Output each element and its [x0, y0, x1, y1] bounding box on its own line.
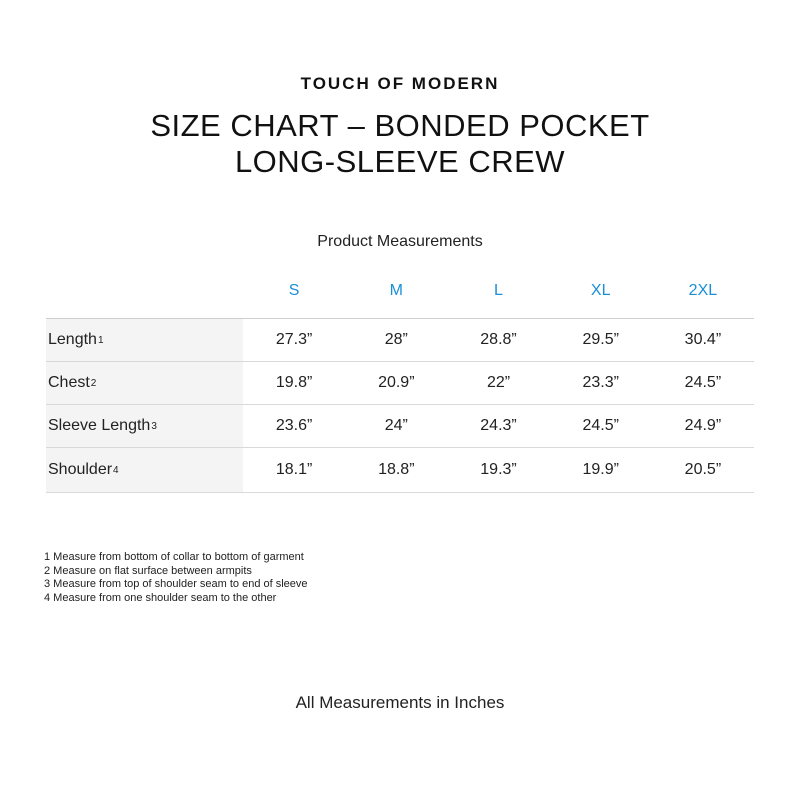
- units-note: All Measurements in Inches: [295, 693, 505, 712]
- row-label-chest: [46, 362, 243, 404]
- value-cell: 20.9”: [378, 374, 415, 391]
- value-cell: 19.8”: [275, 374, 313, 391]
- value-cell: 24”: [384, 417, 408, 434]
- size-header-s: S: [288, 282, 300, 299]
- footnote-4: 4 Measure from one shoulder seam to the other: [44, 591, 277, 604]
- brand-logo: TOUCH OF MODERN: [300, 74, 500, 93]
- table-row-sleeve-length: [46, 405, 754, 448]
- value-cell: 19.9”: [582, 461, 619, 478]
- value-cell: 27.3”: [275, 331, 313, 348]
- row-values: [243, 362, 754, 404]
- table-row-chest: [46, 362, 754, 405]
- table-caption: Product Measurements: [317, 233, 483, 250]
- row-values: [243, 405, 754, 447]
- value-cell: 30.4”: [684, 331, 722, 348]
- footnote-1: 1 Measure from bottom of collar to bottom of garment: [44, 551, 304, 563]
- row-label-text: Chest: [48, 374, 90, 391]
- footnote-marker: 1: [97, 334, 104, 346]
- row-label-text: Length: [48, 331, 97, 348]
- value-cell: 29.5”: [582, 331, 619, 348]
- table-row-shoulder: [46, 448, 754, 493]
- value-cell: 28.8”: [480, 331, 517, 348]
- row-label-text: Shoulder: [48, 461, 113, 478]
- row-label-shoulder: [46, 448, 243, 492]
- row-label-text: Sleeve Length: [48, 417, 151, 434]
- value-cell: 24.5”: [582, 417, 619, 434]
- value-cell: 24.9”: [684, 417, 722, 434]
- value-cell: 19.3”: [480, 461, 517, 478]
- footnote-marker: 4: [113, 464, 119, 476]
- value-cell: 18.8”: [378, 461, 415, 478]
- footnote-marker: 2: [90, 377, 97, 389]
- page-title: [0, 108, 800, 180]
- footnote-marker: 3: [151, 420, 157, 432]
- value-cell: 24.5”: [684, 374, 722, 391]
- row-values: [243, 448, 754, 492]
- value-cell: 24.3”: [480, 417, 517, 434]
- footnote-2: 2 Measure on flat surface between armpits: [44, 564, 252, 577]
- value-cell: 28”: [384, 331, 408, 348]
- table-row-length: [46, 319, 754, 362]
- row-label-sleeve-length: [46, 405, 243, 447]
- value-cell: 23.6”: [275, 417, 313, 434]
- value-cell: 22”: [486, 374, 511, 391]
- size-header-2xl: 2XL: [688, 282, 718, 299]
- title-line-1: SIZE CHART – BONDED POCKET: [150, 108, 650, 143]
- size-header-row: [243, 282, 754, 304]
- measurement-table: [46, 318, 754, 493]
- value-cell: 23.3”: [582, 374, 619, 391]
- value-cell: 20.5”: [684, 461, 722, 478]
- footnotes: [44, 551, 308, 605]
- row-values: [243, 319, 754, 361]
- footnote-3: 3 Measure from top of shoulder seam to end of sleeve: [44, 578, 308, 590]
- size-header-m: M: [389, 282, 403, 299]
- row-label-length: [46, 319, 243, 361]
- value-cell: 18.1”: [275, 461, 313, 478]
- size-header-xl: XL: [590, 282, 611, 299]
- title-line-2: LONG-SLEEVE CREW: [234, 144, 566, 179]
- size-header-l: L: [494, 282, 503, 299]
